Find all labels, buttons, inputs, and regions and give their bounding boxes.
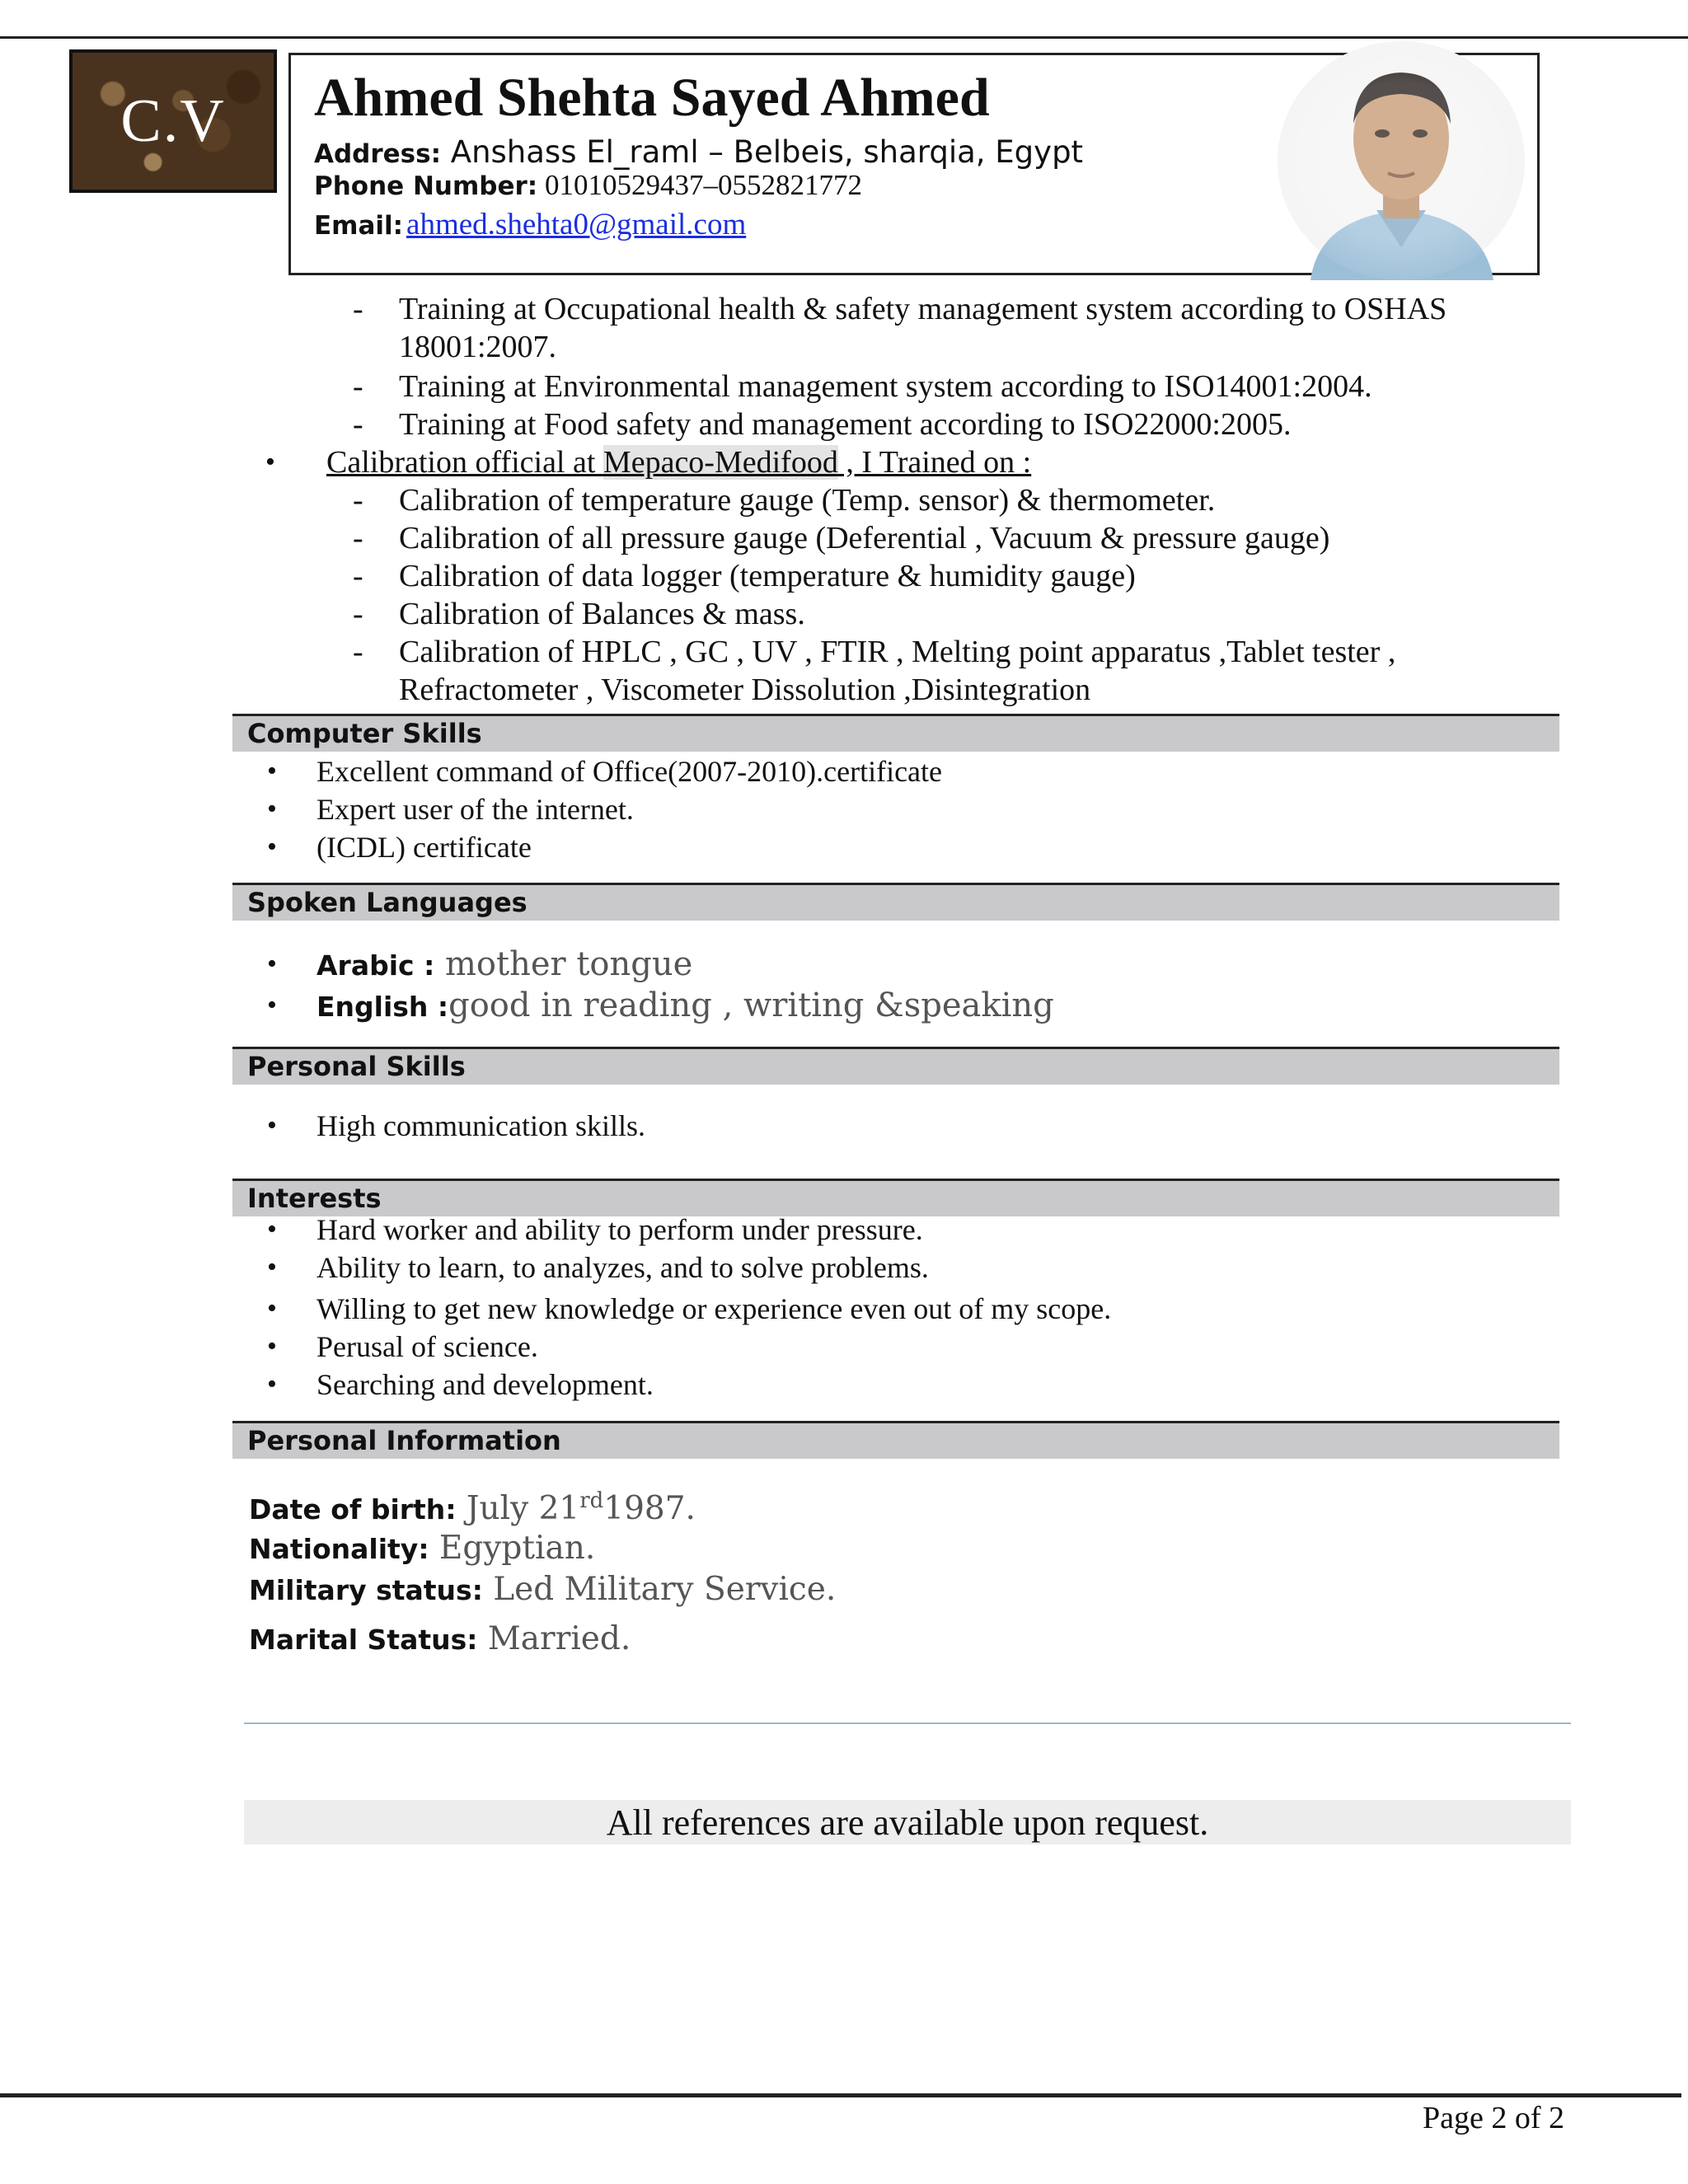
bullet-marker: • [267,1214,277,1244]
bullet-marker: • [267,756,277,786]
training-item-1: - Training at Occupational health & safety management system according to OSHAS 18001:2007. [353,292,1447,364]
email-label: Email: [314,211,404,241]
bullet-marker: • [267,832,277,862]
references-text: All references are available upon request. [606,1802,1209,1843]
section-spoken-languages [232,883,1559,921]
section-title: Personal Information [247,1425,561,1456]
computer-skill-item: • Expert user of the internet. [267,793,634,826]
dash-marker: - [353,483,363,518]
address-line [314,134,1083,170]
phone-line [314,169,862,202]
interest-item: • Searching and development. [267,1368,654,1401]
email-line [314,207,746,242]
email-link[interactable]: ahmed.shehta0@gmail.com [406,208,747,241]
section-personal-skills [232,1047,1559,1085]
date-of-birth-row: Date of birth: July 21rd1987. [249,1488,696,1527]
bullet-marker: • [265,447,275,477]
computer-skill-item: • Excellent command of Office(2007-2010).certificate [267,755,943,788]
dash-marker: - [353,292,363,326]
address-separator: : [430,139,441,169]
calibration-item-4: - Calibration of Balances & mass. [353,597,805,631]
dash-marker: - [353,559,363,593]
company-name: Mepaco-Medifood [603,445,838,480]
calibration-item-3: - Calibration of data logger (temperature & humidity gauge) [353,559,1136,593]
dash-marker: - [353,521,363,555]
dash-marker: - [353,597,363,631]
section-personal-information [232,1421,1559,1459]
marital-status-row: Marital Status: Married. [249,1620,631,1657]
bullet-marker: • [267,949,277,979]
interest-item: • Willing to get new knowledge or experience even out of my scope. [267,1292,1112,1325]
divider [244,1722,1571,1724]
dash-marker: - [353,369,363,404]
computer-skill-item: • (ICDL) certificate [267,831,532,864]
references-band [244,1800,1571,1844]
section-computer-skills [232,714,1559,752]
top-rule [0,36,1688,39]
footer-rule [0,2093,1681,2097]
training-item-3: - Training at Food safety and management according to ISO22000:2005. [353,407,1292,442]
bullet-marker: • [267,1110,277,1141]
calibration-heading: • Calibration official at Mepaco-Medifood , I Trained on : [265,445,1032,480]
cv-badge [69,49,277,193]
interest-item: • Perusal of science. [267,1330,538,1363]
interest-item: • Hard worker and ability to perform under pressure. [267,1213,923,1246]
calibration-item-1: - Calibration of temperature gauge (Temp. sensor) & thermometer. [353,483,1216,518]
section-title: Personal Skills [247,1051,466,1082]
section-title: Computer Skills [247,718,482,749]
profile-photo [1278,41,1525,280]
nationality-row: Nationality: Egyptian. [249,1530,596,1567]
phone-value: 01010529437–0552821772 [537,169,862,201]
calibration-item-5: - Calibration of HPLC , GC , UV , FTIR , Melting point apparatus ,Tablet tester , Refractometer , Viscometer Dissolution ,Disintegration [353,635,1396,707]
language-item-arabic: • Arabic : mother tongue [267,945,693,983]
address-value: Anshass El_raml – Belbeis, sharqia, Egypt [441,134,1084,170]
language-item-english: • English :good in reading , writing &speaking [267,987,1054,1024]
cv-badge-text: C.V [120,87,226,155]
bullet-marker: • [267,1331,277,1361]
bullet-marker: • [267,1252,277,1282]
section-title: Interests [247,1183,382,1214]
phone-label: Phone Number: [314,171,538,201]
personal-skill-item: • High communication skills. [267,1109,645,1142]
dash-marker: - [353,635,363,669]
interest-item: • Ability to learn, to analyzes, and to solve problems. [267,1251,929,1284]
calibration-item-2: - Calibration of all pressure gauge (Deferential , Vacuum & pressure gauge) [353,521,1330,555]
bullet-marker: • [267,990,277,1020]
bullet-marker: • [267,1293,277,1324]
candidate-name: Ahmed Shehta Sayed Ahmed [314,68,990,128]
military-status-row: Military status: Led Military Service. [249,1571,837,1608]
training-item-2: - Training at Environmental management system according to ISO14001:2004. [353,369,1372,404]
bullet-marker: • [267,1369,277,1399]
dash-marker: - [353,407,363,442]
page-number: Page 2 of 2 [1422,2101,1564,2135]
section-title: Spoken Languages [247,887,528,918]
address-label: Address [314,139,431,169]
bullet-marker: • [267,794,277,824]
